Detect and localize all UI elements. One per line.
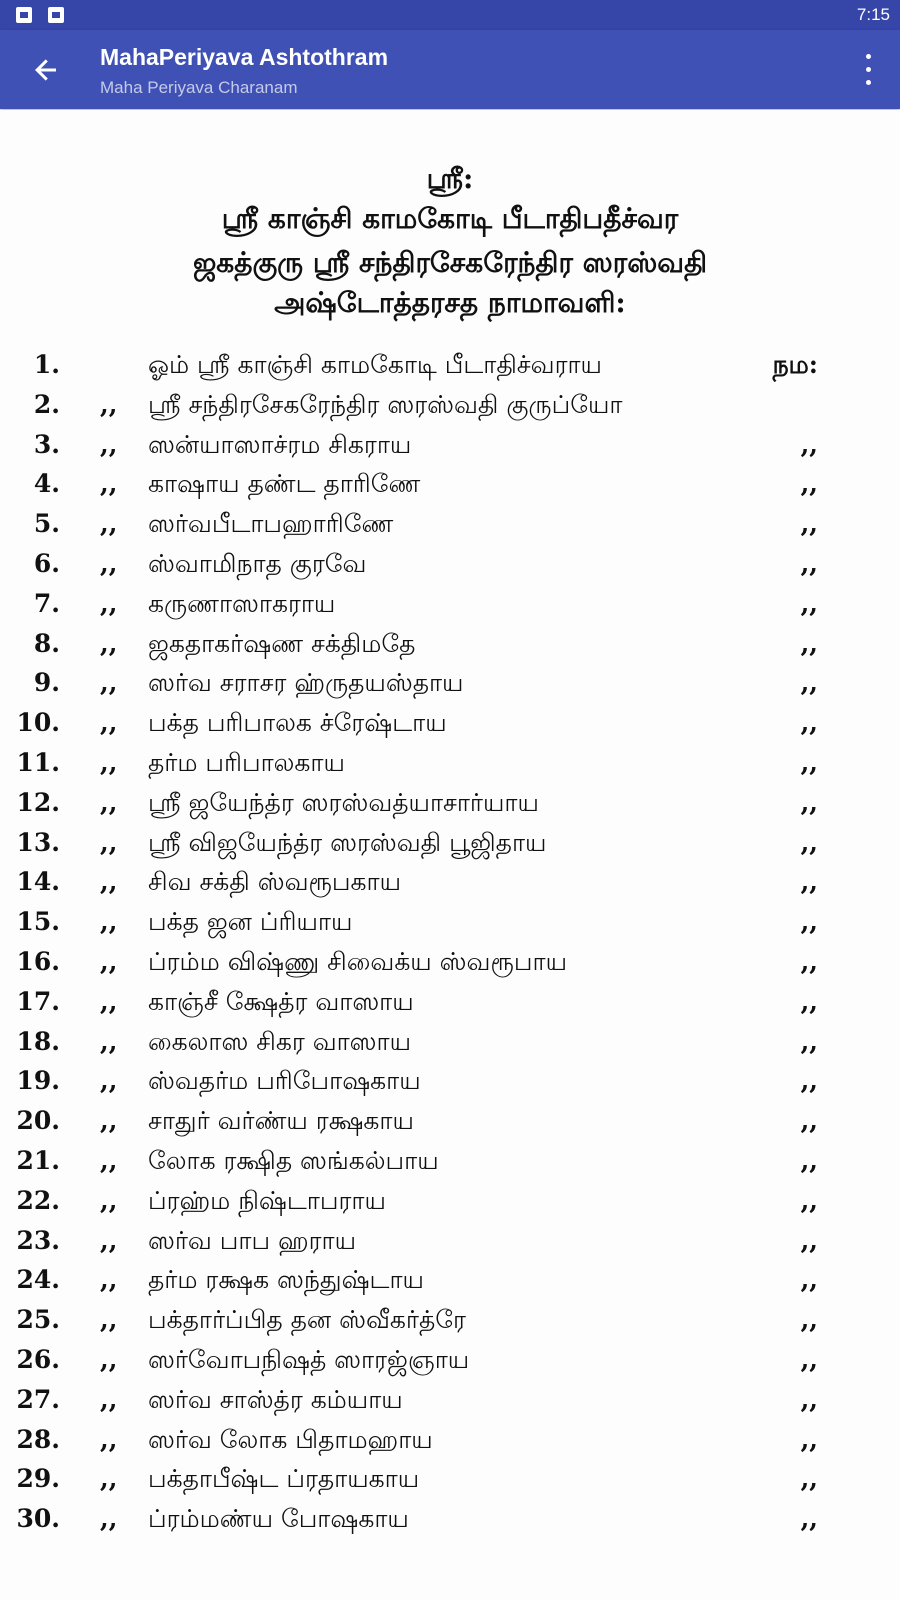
item-suffix: ,,	[800, 748, 818, 777]
ashtothram-page	[0, 110, 900, 1600]
list-item	[0, 1226, 900, 1266]
item-suffix: ,,	[800, 509, 818, 539]
ditto-mark: ,,	[100, 986, 118, 1016]
item-text: ஸர்வோபநிஷத் ஸாரஜ்ஞாய	[148, 1345, 470, 1374]
item-suffix: ,,	[800, 1106, 818, 1136]
item-text: ஸ்ரீ சந்திரசேகரேந்திர ஸரஸ்வதி குருப்யோ	[148, 389, 623, 419]
item-number: 3.	[33, 429, 60, 459]
item-number: 19.	[16, 1066, 60, 1096]
list-item	[0, 1464, 900, 1504]
item-text: ஸன்யாஸாச்ரம சிகராய	[148, 429, 412, 459]
ditto-mark: ,,	[100, 787, 118, 817]
list-item	[0, 708, 900, 748]
item-text: ஸர்வ சாஸ்த்ர கம்யாய	[148, 1384, 403, 1414]
item-number: 24.	[16, 1265, 60, 1295]
item-text: கைலாஸ சிகர வாஸாய	[148, 1026, 412, 1056]
item-text: தர்ம பரிபாலகாய	[148, 748, 345, 777]
ditto-mark: ,,	[100, 469, 118, 499]
item-text: ஸ்வாமிநாத குரவே	[148, 549, 367, 578]
ditto-mark: ,,	[100, 1146, 118, 1175]
item-suffix: ,,	[800, 827, 818, 857]
status-time: 7:15	[856, 5, 890, 24]
item-suffix: ,,	[800, 1345, 818, 1374]
list-item	[0, 629, 900, 669]
item-text: காஞ்சீ க்ஷேத்ர வாஸாய	[148, 986, 414, 1016]
list-item	[0, 1186, 900, 1226]
list-item	[0, 1027, 900, 1067]
ditto-mark: ,,	[100, 389, 118, 419]
item-text: ஸ்வதர்ம பரிபோஷகாய	[148, 1066, 421, 1096]
item-text: சாதுர் வர்ண்ய ரக்ஷகாய	[148, 1106, 414, 1136]
item-suffix: ,,	[800, 907, 818, 937]
back-arrow-icon[interactable]	[22, 46, 70, 94]
app-bar	[0, 30, 900, 109]
list-item	[0, 668, 900, 708]
list-item	[0, 1305, 900, 1345]
ditto-mark: ,,	[100, 1384, 118, 1414]
item-number: 12.	[16, 787, 60, 817]
item-text: காஷாய தண்ட தாரிணே	[148, 469, 421, 499]
overflow-menu-icon[interactable]	[858, 52, 878, 88]
item-suffix: ,,	[800, 628, 818, 658]
list-item	[0, 390, 900, 430]
ditto-mark: ,,	[100, 708, 118, 738]
item-suffix: ,,	[800, 1384, 818, 1414]
ditto-mark: ,,	[100, 588, 118, 618]
item-text: ஸ்ரீ விஜயேந்த்ர ஸரஸ்வதி பூஜிதாய	[148, 827, 547, 857]
item-number: 30.	[16, 1504, 60, 1534]
ditto-mark: ,,	[100, 1225, 118, 1255]
item-suffix: ,,	[800, 549, 818, 578]
item-text: ப்ரம்ம விஷ்ணு சிவைக்ய ஸ்வரூபாய	[148, 947, 568, 976]
ditto-mark: ,,	[100, 1265, 118, 1295]
item-number: 15.	[16, 907, 60, 937]
item-text: பக்த பரிபாலக ச்ரேஷ்டாய	[148, 708, 447, 738]
list-item	[0, 828, 900, 868]
item-suffix: ,,	[800, 1424, 818, 1454]
item-text: பக்தார்ப்பித தன ஸ்வீகர்த்ரே	[148, 1305, 466, 1335]
item-number: 26.	[16, 1345, 60, 1374]
ditto-mark: ,,	[100, 907, 118, 937]
item-suffix: ,,	[800, 1026, 818, 1056]
list-item	[0, 1385, 900, 1425]
item-number: 6.	[33, 549, 60, 578]
item-text: ப்ரஹ்ம நிஷ்டாபராய	[148, 1185, 386, 1215]
list-item	[0, 748, 900, 788]
item-suffix: ,,	[800, 429, 818, 459]
item-suffix: ,,	[800, 668, 818, 698]
ditto-mark: ,,	[100, 748, 118, 777]
item-text: சிவ சக்தி ஸ்வரூபகாய	[148, 867, 402, 897]
list-item	[0, 867, 900, 907]
item-suffix: ,,	[800, 1265, 818, 1295]
item-number: 22.	[16, 1185, 60, 1215]
ditto-mark: ,,	[100, 1504, 118, 1534]
list-item	[0, 1146, 900, 1186]
list-item	[0, 947, 900, 987]
list-item	[0, 1265, 900, 1305]
list-item	[0, 549, 900, 589]
heading-line: ஸ்ரீ காஞ்சி காமகோடி பீடாதிபதீச்வர	[221, 202, 679, 235]
item-suffix: நம:	[772, 350, 818, 379]
item-suffix: ,,	[800, 787, 818, 817]
item-suffix: ,,	[800, 1305, 818, 1335]
item-text: ஸர்வ பாப ஹராய	[148, 1225, 357, 1255]
heading-line: ஜகத்குரு ஸ்ரீ சந்திரசேகரேந்திர ஸரஸ்வதி	[192, 246, 708, 279]
item-number: 20.	[16, 1106, 60, 1136]
ditto-mark: ,,	[100, 429, 118, 459]
item-number: 17.	[16, 986, 60, 1016]
gallery-notification-icon	[16, 7, 32, 23]
item-text: பக்த ஜன ப்ரியாய	[148, 907, 353, 937]
item-text: ஸ்ரீ ஜயேந்த்ர ஸரஸ்வத்யாசார்யாய	[148, 787, 539, 817]
item-text: ஸர்வ சராசர ஹ்ருதயஸ்தாய	[148, 668, 464, 698]
item-number: 7.	[33, 588, 60, 618]
ditto-mark: ,,	[100, 1185, 118, 1215]
item-suffix: ,,	[800, 867, 818, 897]
ditto-mark: ,,	[100, 668, 118, 698]
item-text: ஓம் ஸ்ரீ காஞ்சி காமகோடி பீடாதிச்வராய	[148, 350, 602, 379]
item-text: ஸர்வ லோக பிதாமஹாய	[148, 1424, 433, 1454]
item-suffix: ,,	[800, 1225, 818, 1255]
heading-line: ஸ்ரீ:	[426, 162, 474, 195]
item-number: 16.	[16, 947, 60, 976]
list-item	[0, 1425, 900, 1465]
heading-line: அஷ்டோத்தரசத நாமாவளி:	[274, 286, 626, 319]
item-text: லோக ரக்ஷித ஸங்கல்பாய	[148, 1146, 439, 1175]
item-suffix: ,,	[800, 1464, 818, 1494]
item-number: 13.	[16, 827, 60, 857]
item-text: கருணாஸாகராய	[148, 588, 336, 618]
item-number: 21.	[16, 1146, 60, 1175]
ditto-mark: ,,	[100, 1026, 118, 1056]
item-number: 18.	[16, 1026, 60, 1056]
ditto-mark: ,,	[100, 1106, 118, 1136]
item-number: 28.	[16, 1424, 60, 1454]
item-suffix: ,,	[800, 469, 818, 499]
item-suffix: ,,	[800, 986, 818, 1016]
list-item	[0, 907, 900, 947]
ditto-mark: ,,	[100, 1464, 118, 1494]
item-suffix: ,,	[800, 708, 818, 738]
status-bar	[0, 0, 900, 30]
list-item	[0, 1066, 900, 1106]
ditto-mark: ,,	[100, 867, 118, 897]
item-number: 8.	[33, 628, 60, 658]
item-text: ப்ரம்மண்ய போஷகாய	[148, 1504, 409, 1534]
item-number: 1.	[33, 350, 60, 379]
item-number: 23.	[16, 1225, 60, 1255]
item-number: 2.	[33, 389, 60, 419]
ditto-mark: ,,	[100, 1305, 118, 1335]
item-suffix: ,,	[800, 1146, 818, 1175]
item-number: 27.	[16, 1384, 60, 1414]
ditto-mark: ,,	[100, 1066, 118, 1096]
list-item	[0, 1106, 900, 1146]
item-number: 29.	[16, 1464, 60, 1494]
item-text: பக்தாபீஷ்ட ப்ரதாயகாய	[148, 1464, 420, 1494]
ditto-mark: ,,	[100, 1424, 118, 1454]
item-text: தர்ம ரக்ஷக ஸந்துஷ்டாய	[148, 1265, 424, 1295]
item-number: 9.	[33, 668, 60, 698]
list-item	[0, 987, 900, 1027]
item-number: 14.	[16, 867, 60, 897]
list-item	[0, 1345, 900, 1385]
item-suffix: ,,	[800, 1066, 818, 1096]
page-subtitle: Maha Periyava Charanam	[100, 78, 298, 97]
ditto-mark: ,,	[100, 827, 118, 857]
item-suffix: ,,	[800, 1185, 818, 1215]
ditto-mark: ,,	[100, 1345, 118, 1374]
back-arrow-glyph	[22, 46, 70, 94]
image-notification-icon	[48, 7, 64, 23]
list-item	[0, 350, 900, 390]
ditto-mark: ,,	[100, 509, 118, 539]
item-number: 10.	[16, 708, 60, 738]
item-number: 25.	[16, 1305, 60, 1335]
list-item	[0, 788, 900, 828]
ditto-mark: ,,	[100, 549, 118, 578]
list-item	[0, 589, 900, 629]
item-suffix: ,,	[800, 947, 818, 976]
ditto-mark: ,,	[100, 947, 118, 976]
item-suffix: ,,	[800, 588, 818, 618]
item-text: ஸர்வபீடாபஹாரிணே	[148, 509, 394, 539]
list-item	[0, 509, 900, 549]
item-number: 4.	[33, 469, 60, 499]
item-number: 11.	[16, 748, 60, 777]
list-item	[0, 1504, 900, 1544]
item-text: ஜகதாகர்ஷண சக்திமதே	[148, 628, 416, 658]
ditto-mark: ,,	[100, 628, 118, 658]
list-item	[0, 430, 900, 470]
item-suffix: ,,	[800, 1504, 818, 1534]
page-title: MahaPeriyava Ashtothram	[100, 44, 389, 70]
item-number: 5.	[33, 509, 60, 539]
list-item	[0, 469, 900, 509]
